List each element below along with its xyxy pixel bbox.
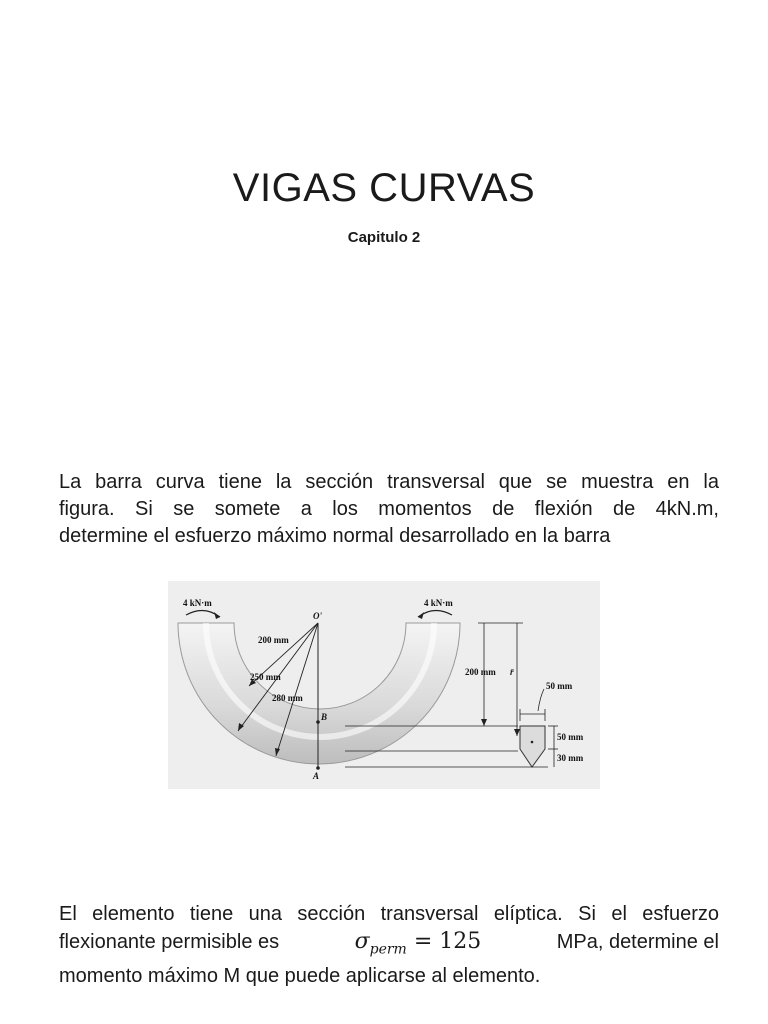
problem-2-line-2-post: MPa, determine el bbox=[556, 931, 719, 953]
problem-2-line-1: El elemento tiene una sección transversal elíptica. Si el esfuerzo bbox=[59, 903, 719, 925]
dim-30-tri-label: 30 mm bbox=[557, 753, 584, 763]
rbar-label: r̄ bbox=[510, 667, 514, 677]
curved-beam-figure bbox=[168, 581, 600, 789]
sigma-subscript: perm bbox=[369, 941, 407, 958]
problem-2-line-2-pre: flexionante permisible es bbox=[59, 931, 280, 953]
problem-1-line-2: figura. Si se somete a los momentos de flexión de 4kN.m, bbox=[59, 498, 719, 520]
point-b-marker bbox=[316, 720, 320, 724]
point-a-marker bbox=[316, 766, 320, 770]
moment-label-right: 4 kN·m bbox=[424, 598, 453, 608]
sigma-value: = 125 bbox=[413, 929, 482, 954]
dim-50-width-label: 50 mm bbox=[546, 681, 573, 691]
radius-label-280: 280 mm bbox=[272, 693, 303, 703]
point-a-label: A bbox=[313, 771, 320, 781]
curved-beam-diagram bbox=[168, 581, 600, 789]
cross-section bbox=[520, 726, 545, 767]
problem-1-text bbox=[59, 469, 719, 550]
dim-50-rect-label: 50 mm bbox=[557, 732, 584, 742]
problem-1-line-1: La barra curva tiene la sección transversal que se muestra en la bbox=[59, 471, 719, 493]
sigma-perm-formula bbox=[355, 928, 482, 963]
problem-2-line-3: momento máximo M que puede aplicarse al elemento. bbox=[59, 965, 541, 988]
point-b-label: B bbox=[321, 712, 328, 722]
curved-beam-shape bbox=[178, 623, 460, 764]
problem-2-line-2 bbox=[59, 928, 719, 963]
chapter-subtitle: Capitulo 2 bbox=[347, 229, 421, 246]
problem-1-line-3: determine el esfuerzo máximo normal desarrollado en la barra bbox=[59, 525, 611, 547]
problem-2-text bbox=[59, 901, 719, 990]
sigma-symbol: σ bbox=[354, 929, 370, 954]
page-title: VIGAS CURVAS bbox=[232, 166, 536, 210]
radius-label-200: 200 mm bbox=[258, 635, 289, 645]
radius-label-250: 250 mm bbox=[250, 672, 281, 682]
center-label: O' bbox=[313, 611, 322, 621]
dim-200-label: 200 mm bbox=[465, 667, 496, 677]
moment-label-left: 4 kN·m bbox=[183, 598, 212, 608]
